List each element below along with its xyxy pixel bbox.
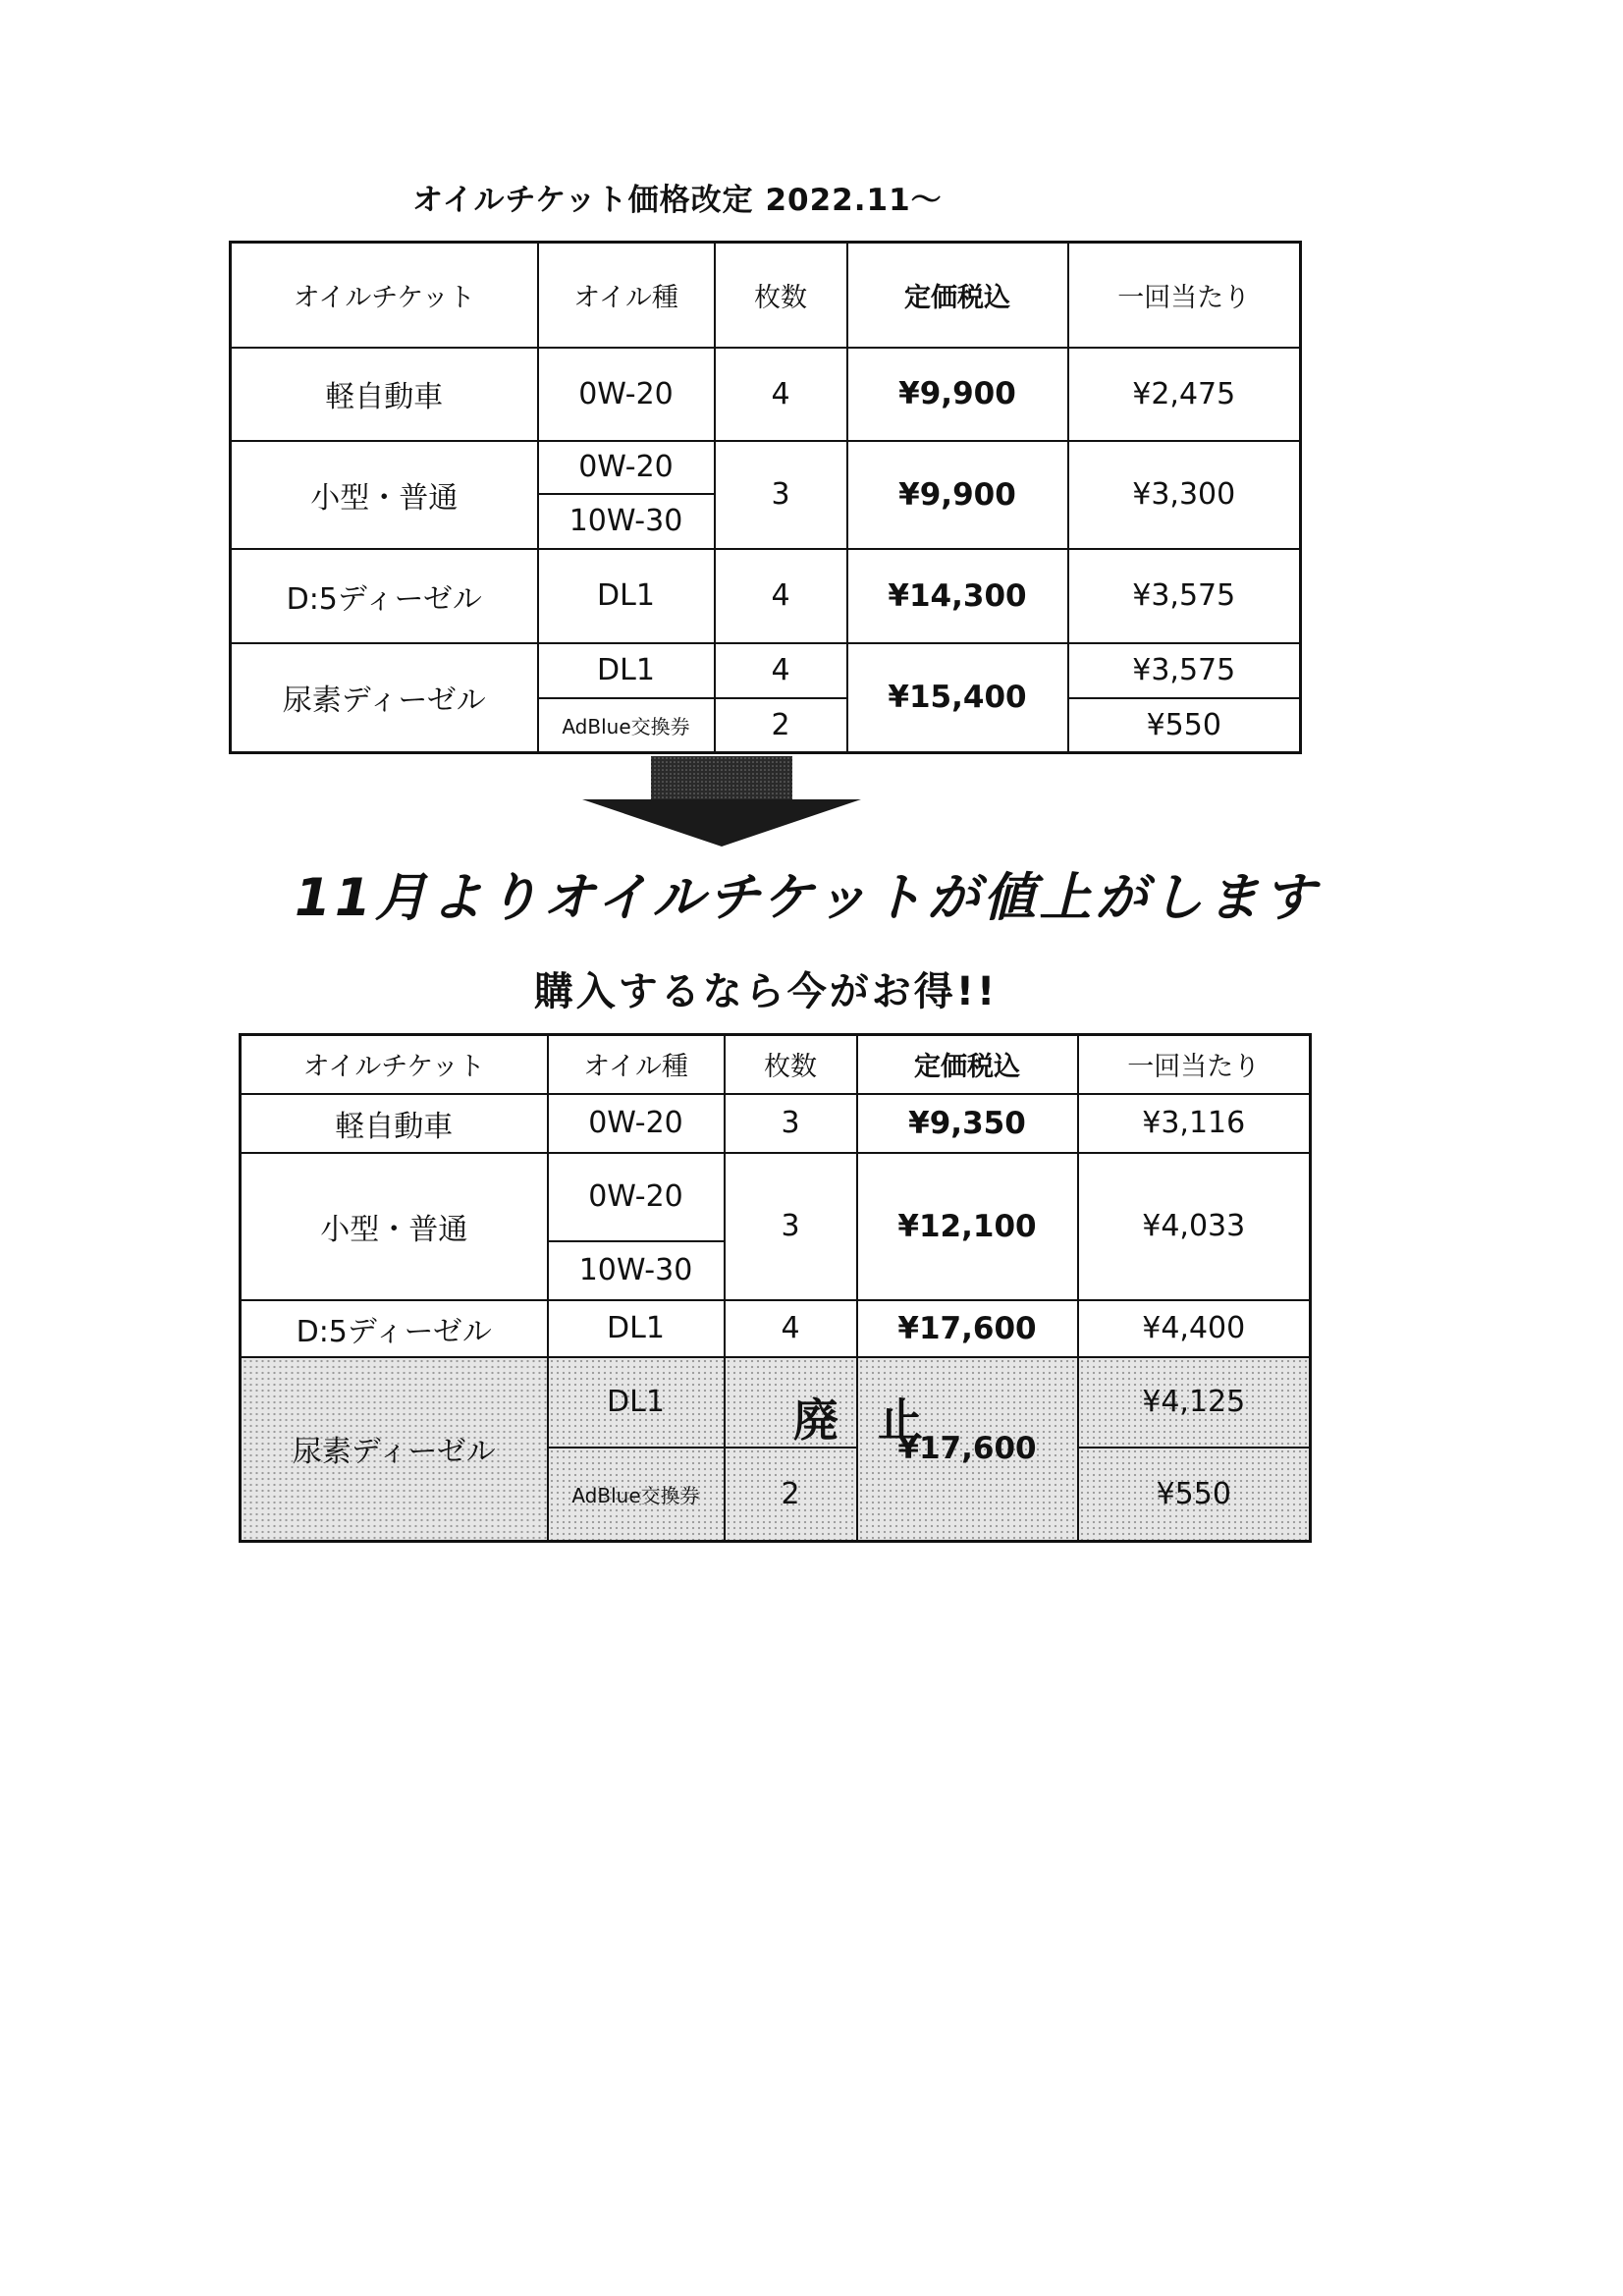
header-price: 定価税込 [847,243,1068,348]
page-title: オイルチケット価格改定 2022.11～ [412,183,943,218]
per-use: ¥3,575 [1068,549,1301,643]
price: ¥17,600 [857,1357,1078,1542]
per-use: ¥550 [1078,1448,1311,1542]
oil-type: 0W-20 [548,1094,725,1153]
oil-type: DL1 [538,549,715,643]
table-row-abolished [241,1357,1311,1448]
table-row [231,643,1301,698]
old-price-table [229,241,1302,754]
table-row [241,1094,1311,1153]
count: 3 [725,1094,857,1153]
new-price-table [239,1033,1312,1543]
count: 3 [715,441,847,549]
count: 4 [715,348,847,441]
per-use: ¥550 [1068,698,1301,753]
table-row [231,549,1301,643]
header-ticket: オイルチケット [231,243,538,348]
ticket-name: D:5ディーゼル [231,549,538,643]
ticket-name: 尿素ディーゼル [231,643,538,753]
header-price: 定価税込 [857,1035,1078,1094]
header-count: 枚数 [725,1035,857,1094]
header-row [241,1035,1311,1094]
ticket-name: 尿素ディーゼル [241,1357,548,1542]
down-arrow-icon [574,756,869,849]
price: ¥14,300 [847,549,1068,643]
oil-type: 10W-30 [538,494,715,549]
oil-type: DL1 [548,1300,725,1357]
oil-type: DL1 [548,1357,725,1448]
per-use: ¥3,300 [1068,441,1301,549]
ticket-name: D:5ディーゼル [241,1300,548,1357]
oil-type: 0W-20 [548,1153,725,1241]
header-oil-type: オイル種 [538,243,715,348]
per-use: ¥2,475 [1068,348,1301,441]
header-row [231,243,1301,348]
price: ¥9,350 [857,1094,1078,1153]
per-use: ¥3,575 [1068,643,1301,698]
oil-type: DL1 [538,643,715,698]
count: 2 [725,1448,857,1542]
price: ¥9,900 [847,348,1068,441]
header-count: 枚数 [715,243,847,348]
oil-type: 10W-30 [548,1241,725,1300]
headline: 11月よりオイルチケットが値上がします [295,868,1320,928]
price: ¥15,400 [847,643,1068,753]
ticket-name: 軽自動車 [241,1094,548,1153]
per-use: ¥4,400 [1078,1300,1311,1357]
oil-type: 0W-20 [538,441,715,494]
price: ¥12,100 [857,1153,1078,1300]
header-per-use: 一回当たり [1078,1035,1311,1094]
oil-type: AdBlue交換券 [538,698,715,753]
table-row [241,1153,1311,1241]
header-oil-type: オイル種 [548,1035,725,1094]
count: 4 [715,549,847,643]
per-use: ¥3,116 [1078,1094,1311,1153]
price: ¥9,900 [847,441,1068,549]
ticket-name: 小型・普通 [241,1153,548,1300]
ticket-name: 軽自動車 [231,348,538,441]
count: 4 [715,643,847,698]
count: 4 [725,1300,857,1357]
subheadline: 購入するなら今がお得!! [533,969,999,1014]
table-row [241,1300,1311,1357]
count: 2 [715,698,847,753]
price: ¥17,600 [857,1300,1078,1357]
oil-type: AdBlue交換券 [548,1448,725,1542]
table-row [231,441,1301,494]
header-ticket: オイルチケット [241,1035,548,1094]
abolished-stamp: 廃止 [793,1394,962,1447]
per-use: ¥4,125 [1078,1357,1311,1448]
table-row [231,348,1301,441]
oil-type: 0W-20 [538,348,715,441]
count: 3 [725,1153,857,1300]
ticket-name: 小型・普通 [231,441,538,549]
per-use: ¥4,033 [1078,1153,1311,1300]
header-per-use: 一回当たり [1068,243,1301,348]
